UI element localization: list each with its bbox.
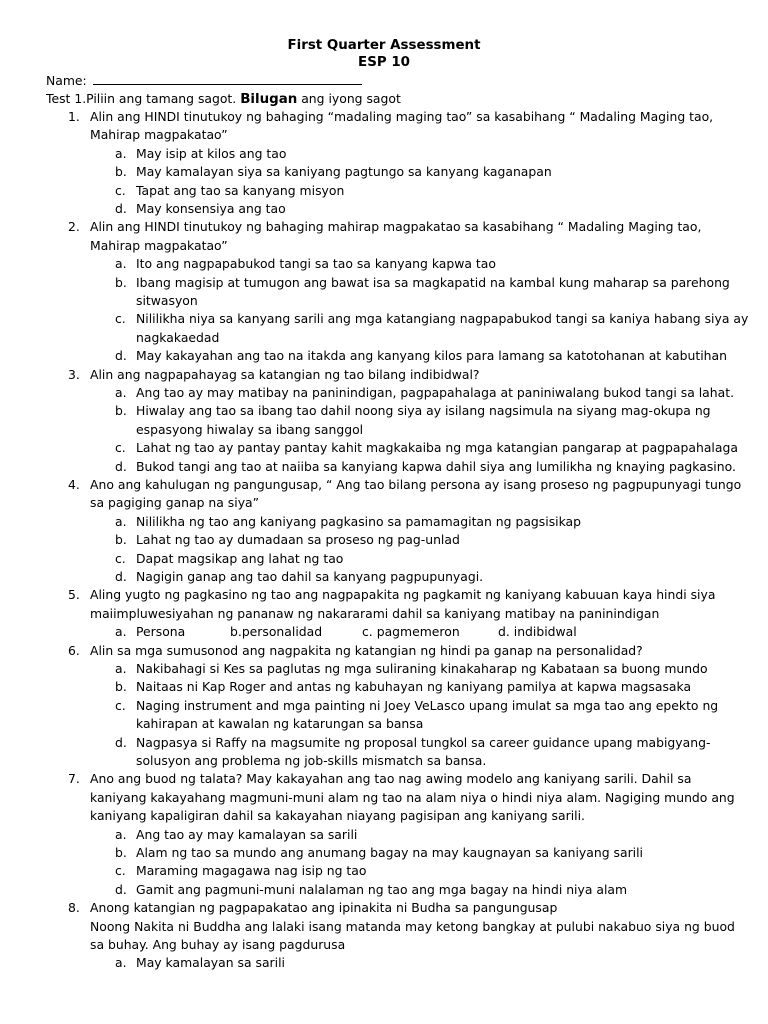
choice-letter: d.	[115, 569, 127, 584]
choice-text-line: Bukod tangi ang tao at naiiba sa kanyiang kapwa dahil siya ang lumilikha ng knaying pagkasino.	[136, 459, 736, 474]
choice-text-line: Dapat magsikap ang lahat ng tao	[136, 551, 344, 566]
question-number: 4.	[68, 477, 80, 492]
choice-letter: c.	[115, 863, 126, 878]
choice-text-line: May isip at kilos ang tao	[136, 146, 287, 161]
choice-text-line: Alam ng tao sa mundo ang anumang bagay na may kaugnayan sa kaniyang sarili	[136, 845, 643, 860]
choice-text-line: Ibang magisip at tumugon ang bawat isa sa magkapatid na kambal kung maharap sa parehong	[136, 275, 730, 290]
question-text-line: kaniyang kakayahang magmuni-muni alam ng tao na alam niya o hindi niya alam. Nagiging mundo ang	[90, 790, 735, 805]
choice-text-line: Gamit ang pagmuni-muni nalalaman ng tao ang mga bagay na hindi niya alam	[136, 882, 628, 897]
choice-text-line: Nagpasya si Raffy na magsumite ng proposal tungkol sa career guidance upang mabigyang-	[136, 735, 711, 750]
choice-letter: b.	[115, 403, 127, 418]
instructions-emphasis: Bilugan	[240, 92, 298, 107]
question-text-line: Alin sa mga sumusonod ang nagpakita ng katangian ng hindi pa ganap na personalidad?	[90, 643, 643, 658]
choice-text-line: Lahat ng tao ay pantay pantay kahit magkakaiba ng mga katangian pangarap at pagpapahalaga	[136, 440, 738, 455]
inline-choice-text: pagmemeron	[376, 624, 460, 639]
choice-text-line: nagkakaedad	[136, 330, 220, 345]
choice-text-line: Maraming magagawa nag isip ng tao	[136, 863, 367, 878]
question-number: 2.	[68, 219, 80, 234]
question-text-line: sa pagiging ganap na siya”	[90, 495, 260, 510]
choice-letter: d.	[115, 882, 127, 897]
choice-letter: a.	[115, 624, 127, 639]
test-instructions	[46, 91, 401, 108]
choice-letter: a.	[115, 827, 127, 842]
question-text-line: Ano ang kahulugan ng pangungusap, “ Ang tao bilang persona ay isang proseso ng pagpupunyagi tungo	[90, 477, 742, 492]
choice-text-line: Ito ang nagpapabukod tangi sa tao sa kanyang kapwa tao	[136, 256, 496, 271]
inline-choice	[230, 624, 322, 640]
question-text-line: maiimpluwesiyahan ng pananaw ng nakararami dahil sa kaniyang matibay na paninindigan	[90, 606, 660, 621]
question-number: 3.	[68, 367, 80, 382]
instructions-post: ang iyong sagot	[301, 91, 401, 106]
inline-choice	[136, 624, 185, 640]
inline-choice-text: indibidwal	[513, 624, 577, 639]
choice-letter: a.	[115, 661, 127, 676]
choice-letter: c.	[115, 183, 126, 198]
choice-letter: d.	[115, 201, 127, 216]
inline-choice-text: personalidad	[241, 624, 323, 639]
choice-letter: c.	[115, 551, 126, 566]
choice-letter: b.	[115, 679, 127, 694]
choice-text-line: Hiwalay ang tao sa ibang tao dahil noong siya ay isilang nagsimula na siyang mag-okupa ng	[136, 403, 711, 418]
question-text-line: Ano ang buod ng talata? May kakayahan ang tao nag awing modelo ang kaniyang sarili. Dahil sa	[90, 771, 692, 786]
question-number: 8.	[68, 900, 80, 915]
choice-letter: c.	[115, 698, 126, 713]
inline-choice-letter: b.	[230, 624, 242, 639]
choice-text-line: Tapat ang tao sa kanyang misyon	[136, 183, 345, 198]
choice-text-line: Naitaas ni Kap Roger and antas ng kabuhayan ng kaniyang pamilya at kapwa magsasaka	[136, 679, 692, 694]
question-text-line: Aling yugto ng pagkasino ng tao ang nagpapakita ng pagkamit ng kaniyang kabuuan kaya hindi siya	[90, 587, 716, 602]
instructions-pre: Test 1.Piliin ang tamang sagot.	[46, 91, 237, 106]
inline-choice	[498, 624, 577, 640]
choice-text-line: May kamalayan sa sarili	[136, 955, 285, 970]
choice-text-line: sitwasyon	[136, 293, 198, 308]
question-text-line: sa buhay. Ang buhay ay isang pagdurusa	[90, 937, 346, 952]
choice-text-line: Ang tao ay may matibay na paninindigan, pagpapahalaga at paniniwalang bukod tangi sa lahat.	[136, 385, 735, 400]
choice-text-line: May kakayahan ang tao na itakda ang kanyang kilos para lamang sa katotohanan at kabutihan	[136, 348, 727, 363]
question-text-line: Noong Nakita ni Buddha ang lalaki isang matanda may ketong bangkay at pulubi nakabuo siya ng buod	[90, 919, 735, 934]
name-blank-line[interactable]	[93, 72, 362, 85]
choice-letter: b.	[115, 164, 127, 179]
document-title: First Quarter Assessment	[287, 38, 481, 53]
choice-letter: c.	[115, 440, 126, 455]
question-text-line: Mahirap magpakatao”	[90, 238, 228, 253]
question-text-line: Anong katangian ng pagpapakatao ang ipinakita ni Budha sa pangungusap	[90, 900, 558, 915]
choice-letter: d.	[115, 459, 127, 474]
question-number: 6.	[68, 643, 80, 658]
name-row	[46, 72, 362, 89]
choice-text-line: kahirapan at kawalan ng katarungan sa bansa	[136, 716, 424, 731]
name-label: Name:	[46, 73, 87, 88]
choice-text-line: Nakibahagi si Kes sa paglutas ng mga suliraning kinakaharap ng Kabataan sa buong mundo	[136, 661, 708, 676]
inline-choice	[362, 624, 460, 640]
question-number: 5.	[68, 587, 80, 602]
choice-letter: c.	[115, 311, 126, 326]
choice-letter: a.	[115, 256, 127, 271]
choice-text-line: May konsensiya ang tao	[136, 201, 286, 216]
choice-letter: b.	[115, 275, 127, 290]
choice-text-line: Ang tao ay may kamalayan sa sarili	[136, 827, 358, 842]
choice-text-line: May kamalayan siya sa kaniyang pagtungo sa kanyang kaganapan	[136, 164, 552, 179]
choice-text-line: Lahat ng tao ay dumadaan sa proseso ng pag-unlad	[136, 532, 460, 547]
choice-text-line: Nililikha niya sa kanyang sarili ang mga katangiang nagpapabukod tangi sa kaniya habang siya ay	[136, 311, 749, 326]
choice-text-line: Nililikha ng tao ang kaniyang pagkasino sa pamamagitan ng pagsisikap	[136, 514, 582, 529]
question-number: 1.	[68, 109, 80, 124]
choice-text-line: Naging instrument and mga painting ni Joey VeLasco upang imulat sa mga tao ang epekto ng	[136, 698, 719, 713]
inline-choice-text: Persona	[136, 624, 186, 639]
choice-text-line: Nagigin ganap ang tao dahil sa kanyang pagpupunyagi.	[136, 569, 484, 584]
choice-text-line: espasyong hiwalay sa ibang sanggol	[136, 422, 364, 437]
question-text-line: Alin ang HINDI tinutukoy ng bahaging “madaling maging tao” sa kasabihang “ Madaling Maging tao,	[90, 109, 714, 124]
choice-text-line: solusyon ang problema ng job-skills mismatch sa bansa.	[136, 753, 487, 768]
choice-letter: b.	[115, 845, 127, 860]
choice-letter: a.	[115, 514, 127, 529]
question-text-line: Mahirap magpakatao”	[90, 127, 228, 142]
choice-letter: a.	[115, 955, 127, 970]
question-number: 7.	[68, 771, 80, 786]
inline-choice-letter: c.	[362, 624, 373, 639]
question-text-line: Alin ang HINDI tinutukoy ng bahaging mahirap magpakatao sa kasabihang “ Madaling Maging tao,	[90, 219, 702, 234]
choice-letter: d.	[115, 348, 127, 363]
document-subject: ESP 10	[358, 55, 410, 70]
question-text-line: kaniyang kapaligiran dahil sa kakayahan niayang pagisipan ang kaniyang sarili.	[90, 808, 585, 823]
choice-letter: b.	[115, 532, 127, 547]
choice-letter: a.	[115, 146, 127, 161]
choice-letter: d.	[115, 735, 127, 750]
choice-letter: a.	[115, 385, 127, 400]
inline-choice-letter: d.	[498, 624, 510, 639]
question-text-line: Alin ang nagpapahayag sa katangian ng tao bilang indibidwal?	[90, 367, 480, 382]
